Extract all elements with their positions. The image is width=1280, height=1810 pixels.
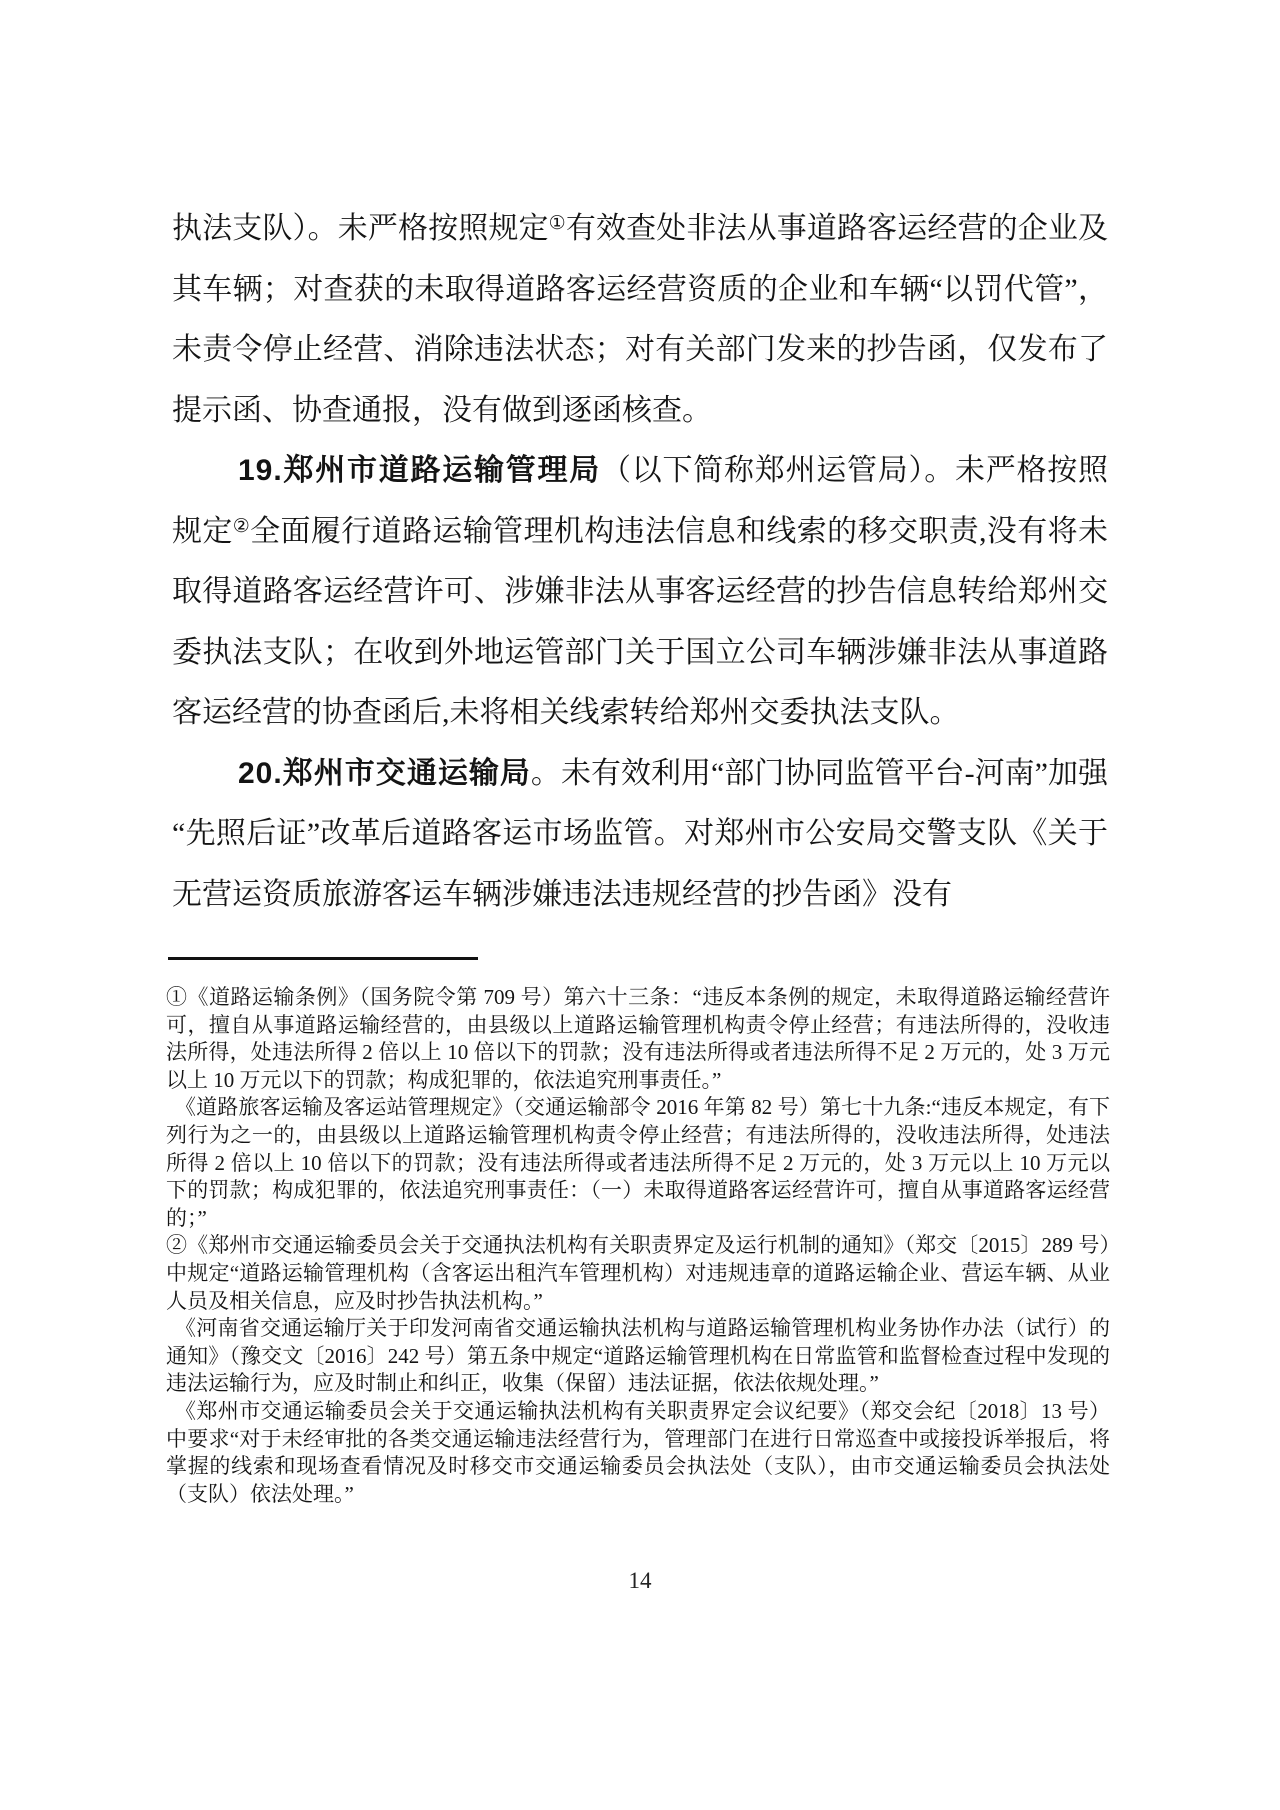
body-text-run: 全面履行道路运输管理机构违法信息和线索的移交职责,没有将未取得道路客运经营许可、涉嫌非法从事客运经营的抄告信息转给郑州交委执法支队；在收到外地运管部门关于国立公司车辆涉嫌非法从事道路客运经营的协查函后,未将相关线索转给郑州交委执法支队。 (172, 514, 1109, 729)
footnote-1-marker: ① (166, 985, 188, 1009)
footnote-ref-2: ② (232, 515, 251, 537)
footnote-2-citation-3 (166, 1398, 1110, 1508)
main-text (172, 199, 1108, 925)
footnote-1-citation-2-text: 《道路旅客运输及客运站管理规定》（交通运输部令 2016 年第 82 号）第七十九条:“违反本规定，有下列行为之一的，由县级以上道路运输管理机构责令停止经营；有违法所得的，没收违法所得，处违法所得 2 倍以上 10 倍以下的罚款；没有违法所得或者违法所得不足 2 万元的，处 3 万元以上 10 万元以下的罚款；构成犯罪的，依法追究刑事责任：（一）未取得道路客运经营许可，擅自从事道路客运经营的；” (166, 1095, 1110, 1230)
footnote-1-citation-2 (166, 1094, 1110, 1232)
footnote-1 (166, 984, 1110, 1094)
footnote-separator-rule (168, 957, 478, 960)
body-text-run: （以下简称郑州运管局）。未严格按照规定 (172, 454, 1108, 548)
footnotes-section (166, 984, 1110, 1508)
footnote-2-citation-2 (166, 1315, 1110, 1398)
body-text-run: 有效查处非法从事道路客运经营的企业及其车辆；对查获的未取得道路客运经营资质的企业和车辆“以罚代管”，未责令停止经营、消除违法状态；对有关部门发来的抄告函，仅发布了提示函、协查通报，没有做到逐函核查。 (172, 212, 1109, 427)
paragraph-item-20 (172, 744, 1108, 926)
page-number: 14 (628, 1568, 652, 1593)
footnote-2-marker: ② (166, 1233, 188, 1258)
footnote-ref-1: ① (548, 213, 566, 234)
footnote-1-text: 《道路运输条例》（国务院令第 709 号）第六十三条：“违反本条例的规定，未取得道路运输经营许可，擅自从事道路运输经营的，由县级以上道路运输管理机构责令停止经营；有违法所得的，没收违法所得，处违法所得 2 倍以上 10 倍以下的罚款；没有违法所得或者违法所得不足 2 万元的，处 3 万元以上 10 万元以下的罚款；构成犯罪的，依法追究刑事责任。” (166, 985, 1110, 1092)
body-text-run: 执法支队）。未严格按照规定 (172, 212, 549, 245)
footnote-2-citation-3-text: 《郑州市交通运输委员会关于交通运输执法机构有关职责界定会议纪要》（郑交会纪〔2018〕13 号）中要求“对于未经审批的各类交通运输违法经营行为，管理部门在进行日常巡查中或接投诉举报后，将掌握的线索和现场查看情况及时移交市交通运输委员会执法处（支队），由市交通运输委员会执法处（支队）依法处理。” (166, 1398, 1110, 1506)
body-text-run: 。未有效利用“部门协同监管平台-河南”加强“先照后证”改革后道路客运市场监管。对郑州市公安局交警支队《关于无营运资质旅游客运车辆涉嫌违法违规经营的抄告函》没有 (172, 756, 1108, 911)
paragraph-item-19 (172, 441, 1108, 744)
paragraph-continuation (172, 199, 1108, 441)
footnote-2 (166, 1232, 1110, 1315)
footnote-2-text: 《郑州市交通运输委员会关于交通执法机构有关职责界定及运行机制的通知》（郑交〔2015〕289 号）中规定“道路运输管理机构（含客运出租汽车管理机构）对违规违章的道路运输企业、营运车辆、从业人员及相关信息，应及时抄告执法机构。” (166, 1233, 1111, 1313)
footnote-2-citation-2-text: 《河南省交通运输厅关于印发河南省交通运输执法机构与道路运输管理机构业务协作办法（试行）的通知》（豫交文〔2016〕242 号）第五条中规定“道路运输管理机构在日常监管和监督检查过程中发现的违法运输行为，应及时制止和纠正，收集（保留）违法证据，依法依规处理。” (166, 1316, 1110, 1396)
item-19-heading: 19.郑州市道路运输管理局 (238, 454, 601, 487)
item-20-heading: 20.郑州市交通运输局 (238, 756, 531, 790)
